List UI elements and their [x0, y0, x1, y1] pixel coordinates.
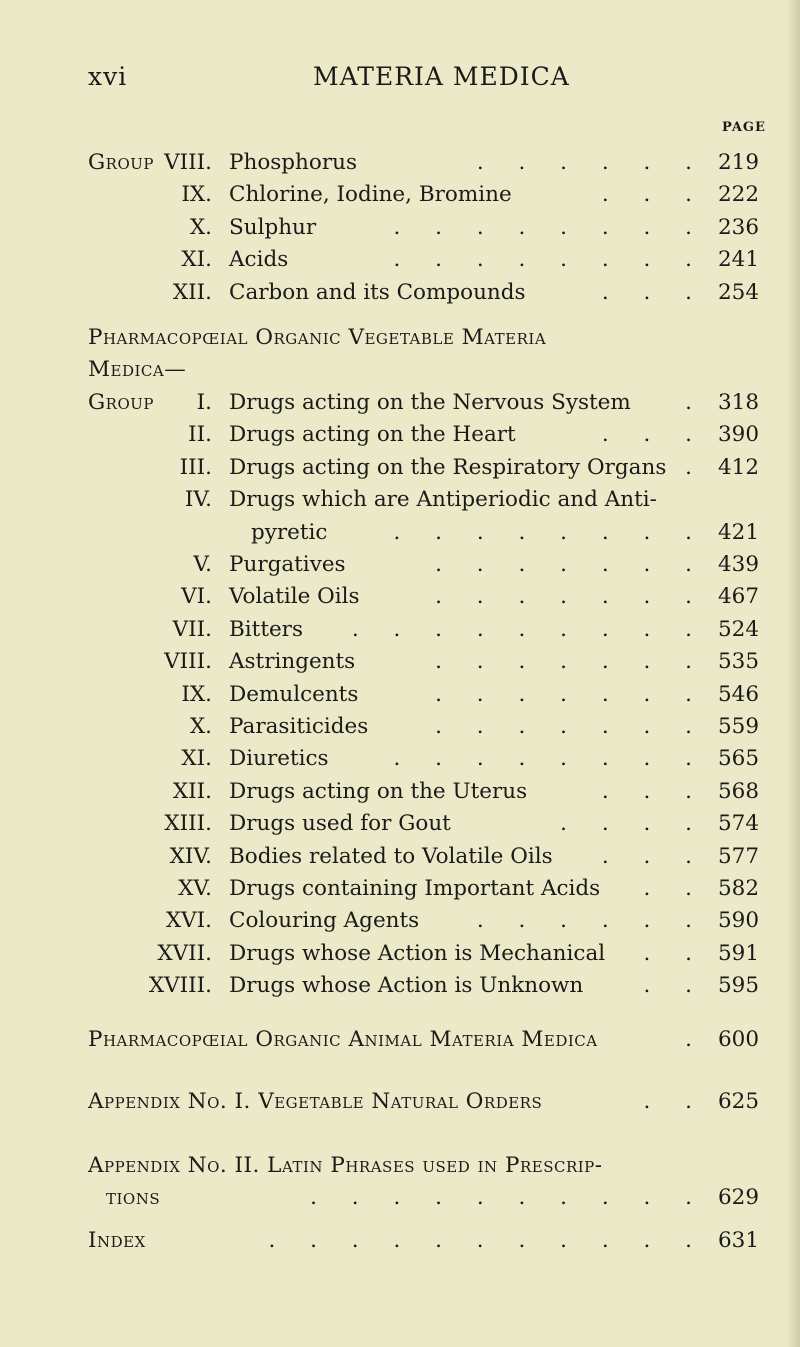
- group-number: XI.: [181, 746, 212, 772]
- entry-page: 254: [718, 279, 760, 305]
- group-number: IX.: [181, 182, 212, 208]
- group-number: XII.: [172, 279, 212, 305]
- vegetable-heading-line2: Medica—: [88, 357, 187, 382]
- toc-entry[interactable]: [0, 182, 790, 214]
- dot-leader: .: [685, 1027, 706, 1052]
- entry-page: 222: [718, 182, 760, 208]
- entry-page: 625: [718, 1089, 760, 1114]
- toc-entry[interactable]: [0, 280, 790, 312]
- entry-page: 390: [718, 422, 760, 448]
- page-edge-shadow: [786, 0, 800, 1347]
- entry-title: Bodies related to Volatile Oils: [229, 843, 553, 869]
- group-number: VI.: [181, 584, 212, 610]
- dot-leader: . .: [643, 876, 706, 901]
- group-number: III.: [179, 454, 212, 480]
- dot-leader: .: [685, 454, 706, 480]
- entry-title: Drugs used for Gout: [229, 811, 451, 837]
- entry-title: Drugs whose Action is Unknown: [229, 973, 584, 999]
- toc-entry[interactable]: [0, 150, 790, 182]
- page-column-label: PAGE: [722, 120, 766, 135]
- entry-title: Astringents: [229, 649, 356, 675]
- entry-title: Drugs which are Antiperiodic and Anti-: [229, 487, 657, 513]
- dot-leader: . . . . . . .: [435, 584, 706, 610]
- entry-title: Drugs acting on the Uterus: [229, 778, 528, 804]
- entry-page: 574: [718, 811, 760, 837]
- dot-leader: . . . . . . . .: [393, 519, 706, 545]
- dot-leader: . . . . . . . .: [393, 214, 706, 240]
- entry-title: Volatile Oils: [229, 584, 360, 610]
- entry-page: 600: [718, 1027, 760, 1052]
- entry-title: pyretic: [251, 519, 328, 545]
- entry-page: 421: [718, 519, 760, 545]
- dot-leader: . . .: [601, 778, 706, 804]
- entry-title: Chlorine, Iodine, Bromine: [229, 182, 512, 208]
- group-label-vegetable: Group: [88, 390, 155, 415]
- dot-leader: . . . . . . .: [435, 649, 706, 675]
- dot-leader: . . . . . . .: [435, 681, 706, 707]
- entry-title: Pharmacopœial Organic Animal Materia Medica: [88, 1027, 598, 1052]
- entry-page: 591: [718, 940, 760, 966]
- toc-entry[interactable]: [0, 649, 790, 681]
- toc-entry[interactable]: [0, 714, 790, 746]
- group-number: I.: [196, 390, 212, 415]
- group-number: XII.: [172, 778, 212, 804]
- toc-entry-appendix-2-line1[interactable]: [88, 1153, 788, 1185]
- dot-leader: . . . . . .: [476, 150, 706, 175]
- toc-entry-animal[interactable]: [88, 1027, 788, 1059]
- group-number: XV.: [178, 876, 212, 901]
- entry-page: 595: [718, 973, 760, 999]
- dot-leader: . .: [643, 1089, 706, 1114]
- toc-entry[interactable]: [0, 520, 790, 552]
- dot-leader: . . . . . . .: [435, 714, 706, 739]
- entry-title: Carbon and its Compounds: [229, 279, 526, 305]
- dot-leader: . . .: [601, 843, 706, 869]
- toc-entry[interactable]: [0, 876, 790, 908]
- toc-entry[interactable]: [0, 908, 790, 940]
- dot-leader: . .: [643, 973, 706, 999]
- group-number: XI.: [181, 247, 212, 273]
- entry-page: 439: [718, 552, 760, 577]
- dot-leader: . . .: [601, 182, 706, 208]
- toc-entry-index[interactable]: [88, 1228, 788, 1260]
- entry-title: Colouring Agents: [229, 908, 420, 934]
- entry-title: Purgatives: [229, 552, 346, 577]
- entry-title: Sulphur: [229, 214, 317, 240]
- group-number: XIV.: [169, 843, 212, 869]
- group-number: VIII.: [164, 649, 212, 675]
- entry-page: 565: [718, 746, 760, 772]
- toc-entry[interactable]: [0, 941, 790, 973]
- group-number: V.: [193, 552, 212, 577]
- group-number: XVI.: [165, 908, 212, 934]
- entry-page: 535: [718, 649, 760, 675]
- entry-page: 577: [718, 843, 760, 869]
- page-numeral: xvi: [88, 62, 128, 91]
- entry-page: 467: [718, 584, 760, 610]
- entry-title: Appendix No. II. Latin Phrases used in Prescrip-: [88, 1153, 603, 1178]
- entry-page: 546: [718, 681, 760, 707]
- toc-entry-appendix-1[interactable]: [88, 1089, 788, 1121]
- entry-title: Parasiticides: [229, 714, 369, 739]
- dot-leader: . . . . . . . .: [393, 746, 706, 772]
- toc-entry[interactable]: [0, 487, 790, 519]
- entry-title: Diuretics: [229, 746, 329, 772]
- entry-page: 318: [718, 390, 760, 415]
- toc-entry[interactable]: [0, 584, 790, 616]
- entry-page: 559: [718, 714, 760, 739]
- entry-title: Acids: [229, 247, 289, 273]
- group-label-inorganic: Group: [88, 150, 155, 175]
- dot-leader: . . . . . . . .: [393, 247, 706, 273]
- entry-title: Drugs acting on the Nervous System: [229, 390, 631, 415]
- page-title: MATERIA MEDICA: [313, 62, 570, 91]
- vegetable-heading-line1: Pharmacopœial Organic Vegetable Materia: [88, 325, 547, 350]
- toc-entry[interactable]: [0, 390, 790, 422]
- group-number: XVIII.: [148, 973, 212, 999]
- group-number: X.: [189, 214, 212, 240]
- entry-page: 629: [718, 1185, 760, 1210]
- dot-leader: . . . .: [560, 811, 706, 837]
- toc-entry[interactable]: [0, 455, 790, 487]
- dot-leader: . . . . . . .: [435, 552, 706, 577]
- entry-title: Drugs whose Action is Mechanical: [229, 940, 606, 966]
- entry-page: 236: [718, 214, 760, 240]
- entry-page: 590: [718, 908, 760, 934]
- toc-entry[interactable]: [0, 552, 790, 584]
- entry-page: 219: [718, 150, 760, 175]
- entry-title: Phosphorus: [229, 150, 358, 175]
- group-number: X.: [189, 714, 212, 739]
- group-number: IX.: [181, 681, 212, 707]
- group-number: XIII.: [164, 811, 212, 837]
- entry-page: 524: [718, 616, 760, 642]
- toc-entry[interactable]: [0, 779, 790, 811]
- dot-leader: . . . . . . . . .: [351, 616, 706, 642]
- entry-page: 412: [718, 454, 760, 480]
- group-number: IV.: [184, 487, 212, 513]
- dot-leader: .: [685, 390, 706, 415]
- entry-title: Drugs acting on the Respiratory Organs: [229, 454, 667, 480]
- toc-entry[interactable]: [0, 844, 790, 876]
- dot-leader: . . . . . . . . . . .: [268, 1228, 706, 1253]
- entry-title: Drugs containing Important Acids: [229, 876, 601, 901]
- toc-entry[interactable]: [0, 811, 790, 843]
- entry-page: 241: [718, 247, 760, 273]
- entry-title: Appendix No. I. Vegetable Natural Orders: [88, 1089, 543, 1114]
- dot-leader: . .: [643, 940, 706, 966]
- toc-entry[interactable]: [0, 682, 790, 714]
- entry-page: 568: [718, 778, 760, 804]
- toc-entry[interactable]: [0, 973, 790, 1005]
- toc-entry[interactable]: [0, 746, 790, 778]
- entry-title: Drugs acting on the Heart: [229, 422, 516, 448]
- dot-leader: . . . . . . . . . .: [310, 1185, 706, 1210]
- toc-entry[interactable]: [0, 247, 790, 279]
- toc-entry[interactable]: [0, 617, 790, 649]
- group-number: VIII.: [164, 150, 212, 175]
- entry-page: 582: [718, 876, 760, 901]
- entry-page: 631: [718, 1228, 760, 1253]
- group-number: VII.: [172, 616, 212, 642]
- group-number: II.: [188, 422, 212, 448]
- entry-title: Bitters: [229, 616, 303, 642]
- dot-leader: . . .: [601, 422, 706, 448]
- toc-entry-appendix-2-line2[interactable]: [88, 1185, 788, 1217]
- group-number: XVII.: [157, 940, 212, 966]
- dot-leader: . . . . . .: [476, 908, 706, 934]
- toc-entry[interactable]: [0, 422, 790, 454]
- entry-title: tions: [106, 1185, 161, 1210]
- dot-leader: . . .: [601, 279, 706, 305]
- entry-title: Demulcents: [229, 681, 359, 707]
- entry-title: Index: [88, 1228, 146, 1253]
- toc-entry[interactable]: [0, 215, 790, 247]
